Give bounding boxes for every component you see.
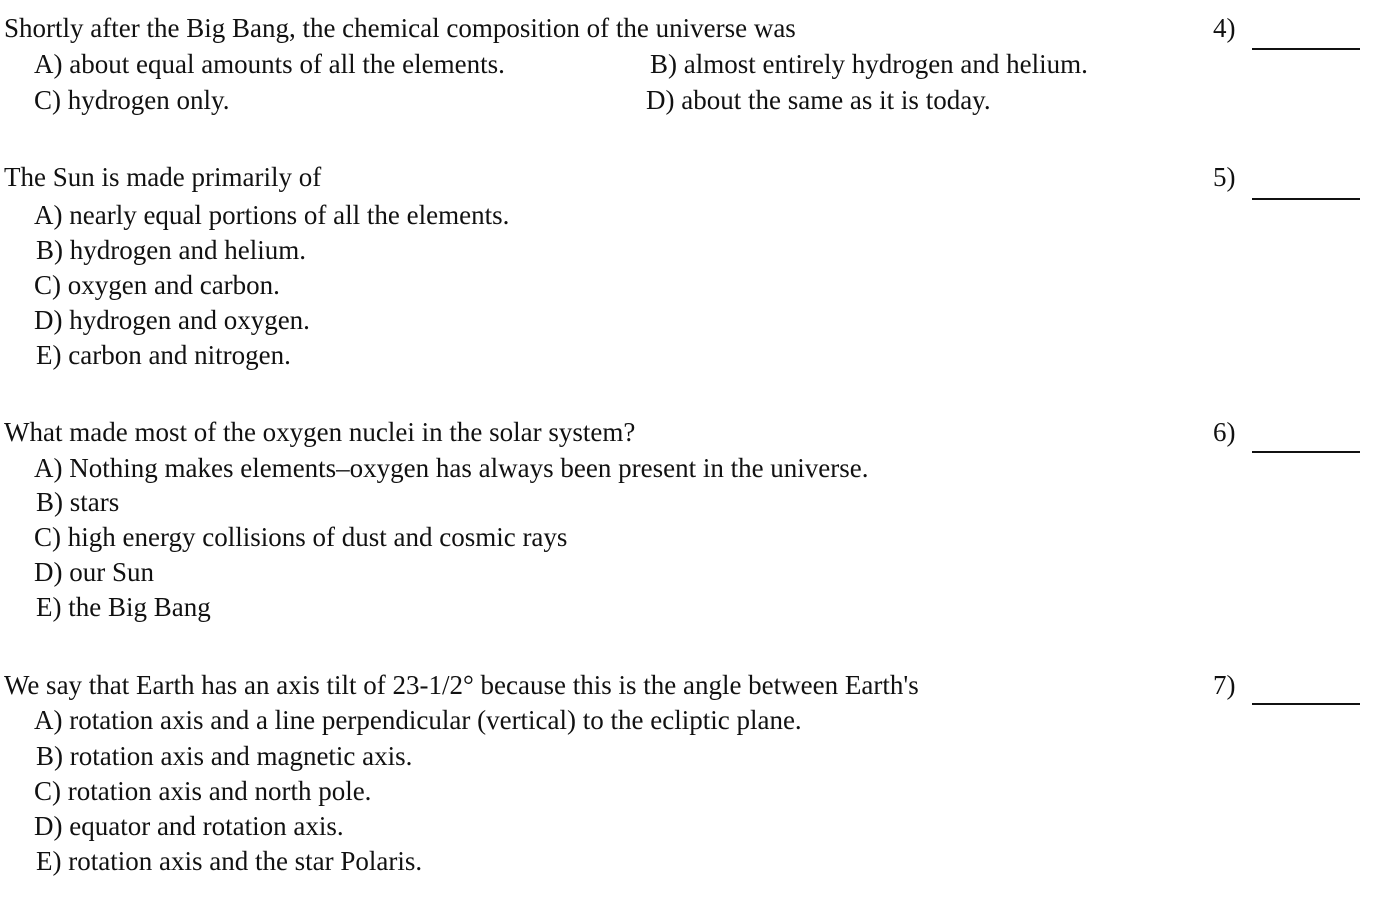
option-a[interactable]: A) about equal amounts of all the elements. [34, 49, 505, 79]
question-stem: What made most of the oxygen nuclei in the solar system? [4, 417, 636, 447]
option-e[interactable]: E) rotation axis and the star Polaris. [36, 846, 423, 876]
option-c[interactable]: C) oxygen and carbon. [34, 270, 280, 300]
option-c[interactable]: C) high energy collisions of dust and cosmic rays [34, 522, 568, 552]
answer-blank[interactable] [1252, 48, 1360, 50]
option-c[interactable]: C) rotation axis and north pole. [34, 776, 372, 806]
question-number: 5) [1213, 162, 1236, 192]
option-c[interactable]: C) hydrogen only. [34, 85, 230, 115]
option-b[interactable]: B) hydrogen and helium. [36, 235, 306, 265]
option-a[interactable]: A) rotation axis and a line perpendicular (vertical) to the ecliptic plane. [34, 705, 802, 735]
option-b[interactable]: B) almost entirely hydrogen and helium. [650, 49, 1088, 79]
answer-blank[interactable] [1252, 703, 1360, 705]
option-d[interactable]: D) equator and rotation axis. [34, 811, 344, 841]
question-stem: Shortly after the Big Bang, the chemical composition of the universe was [4, 13, 796, 43]
option-e[interactable]: E) the Big Bang [36, 592, 211, 622]
option-a[interactable]: A) Nothing makes elements–oxygen has always been present in the universe. [34, 453, 869, 483]
question-number: 6) [1213, 417, 1236, 447]
question-stem: We say that Earth has an axis tilt of 23-1/2° because this is the angle between Earth's [4, 670, 919, 700]
option-b[interactable]: B) rotation axis and magnetic axis. [36, 741, 413, 771]
option-e[interactable]: E) carbon and nitrogen. [36, 340, 291, 370]
question-number: 7) [1213, 670, 1236, 700]
answer-blank[interactable] [1252, 198, 1360, 200]
question-number: 4) [1213, 13, 1236, 43]
option-b[interactable]: B) stars [36, 487, 120, 517]
answer-blank[interactable] [1252, 451, 1360, 453]
option-d[interactable]: D) hydrogen and oxygen. [34, 305, 310, 335]
option-d[interactable]: D) our Sun [34, 557, 154, 587]
question-stem: The Sun is made primarily of [4, 162, 322, 192]
option-a[interactable]: A) nearly equal portions of all the elements. [34, 200, 510, 230]
option-d[interactable]: D) about the same as it is today. [646, 85, 991, 115]
